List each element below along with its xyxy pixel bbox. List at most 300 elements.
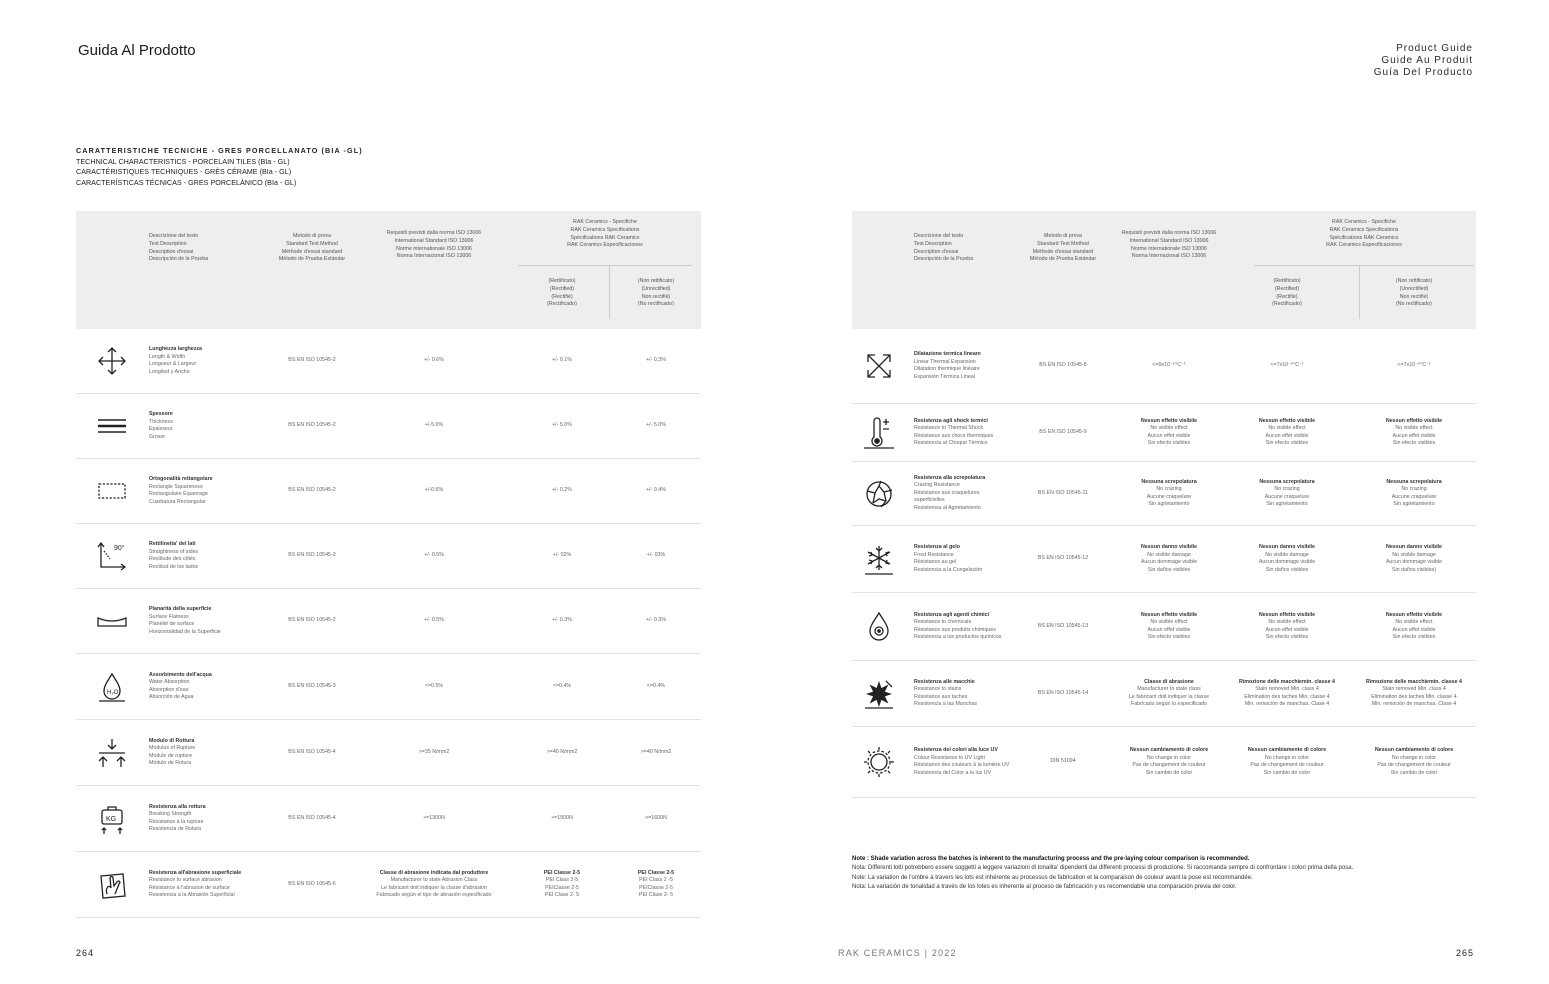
table-row bbox=[76, 720, 701, 786]
header-unrectified bbox=[610, 278, 702, 309]
row-rectified-value bbox=[1230, 678, 1344, 708]
description-line: Resistencia a la Abrasión Superficial bbox=[149, 892, 235, 899]
row-method: BS EN ISO 10545-2 bbox=[288, 617, 336, 624]
row-iso-value-line: Aucun dommage visible bbox=[1140, 559, 1198, 565]
description-title: Resistenza dei colori alla luce UV bbox=[914, 746, 998, 753]
description-line: Absorption d'eau bbox=[149, 686, 189, 693]
description-line: Breaking Strength bbox=[149, 810, 192, 817]
header-iso bbox=[1107, 230, 1231, 261]
row-method: BS EN ISO 10545-4 bbox=[288, 748, 336, 755]
row-method: BS EN ISO 10545-11 bbox=[1038, 489, 1088, 496]
row-description bbox=[149, 737, 279, 767]
header-rectified-line: (Rectifié) bbox=[1276, 293, 1298, 300]
description-line: Surface Flatness bbox=[149, 613, 189, 620]
row-method: BS EN ISO 10545-12 bbox=[1037, 555, 1089, 562]
header-rectified bbox=[516, 278, 608, 309]
row-unrectified-value bbox=[610, 749, 702, 757]
row-iso-value-title: Classe di abrasione indicata dal produttore bbox=[379, 869, 489, 876]
header-rak bbox=[516, 219, 694, 250]
dashed-rectangle-icon bbox=[95, 474, 129, 508]
spec-table-right bbox=[852, 211, 1476, 798]
row-rectified-value-title: Nessun effetto visibile bbox=[1258, 417, 1316, 424]
description-line: Modulus of Rupture bbox=[149, 744, 196, 751]
row-rectified-value bbox=[516, 487, 608, 495]
description-line: Expansión Térmica Lineal bbox=[914, 373, 975, 380]
description-line: Resistencia a la Congelación bbox=[914, 566, 983, 573]
row-iso-value-line: >=1300N bbox=[423, 814, 445, 821]
row-iso-value bbox=[1107, 417, 1231, 447]
row-unrectified-value-line: >=1600N bbox=[645, 814, 667, 821]
header-description-line: Test Description bbox=[914, 240, 952, 247]
arrows-four-way-icon bbox=[95, 344, 129, 378]
thermometer-icon bbox=[862, 416, 896, 450]
description-title: Resistenza alle macchie bbox=[914, 678, 975, 685]
row-unrectified-value bbox=[610, 815, 702, 823]
description-title: Spessore bbox=[149, 410, 173, 417]
heading-fr: CARACTÉRISTIQUES TECHNIQUES - GRÈS CÉRAME (BIa - GL) bbox=[76, 167, 292, 176]
row-iso-value bbox=[1107, 678, 1231, 708]
row-rectified-value-title: Nessun cambiamento di colore bbox=[1247, 746, 1327, 753]
table-row bbox=[852, 329, 1476, 404]
notes bbox=[852, 855, 1353, 893]
row-method: BS EN ISO 10545-2 bbox=[288, 487, 336, 494]
header-unrectified-line: Non rectifié) bbox=[1399, 293, 1429, 300]
row-unrectified-value-line: >=40 N/mm2 bbox=[640, 748, 672, 755]
row-iso-value bbox=[1107, 362, 1231, 370]
row-rectified-value bbox=[516, 749, 608, 757]
row-rectified-value-line: Pas de changement de couleur bbox=[1250, 762, 1324, 768]
row-iso-value-title: Nessun effetto visibile bbox=[1140, 611, 1198, 618]
description-line: Module de rupture bbox=[149, 752, 192, 759]
row-rectified-value-line: PEIClasse 2-5 bbox=[545, 884, 579, 891]
row-iso-value-title: Nessun danno visibile bbox=[1141, 543, 1197, 550]
header-unrectified bbox=[1352, 278, 1476, 309]
description-line: Linear Thermal Expansion bbox=[914, 358, 976, 365]
row-rectified-value-line: No visible effect bbox=[1268, 618, 1306, 625]
description-title: Resistenza agli agenti chimici bbox=[914, 611, 990, 618]
row-iso-value bbox=[374, 487, 494, 495]
row-unrectified-value-line: Sin efecto visibles bbox=[1392, 634, 1436, 641]
table-row bbox=[76, 589, 701, 654]
header-method-line: Método de Prueba Estándar bbox=[278, 256, 346, 263]
description-line: Résistance aux craquelures bbox=[914, 489, 980, 496]
row-rectified-value-line: Stain removed Min. class 4 bbox=[1255, 685, 1319, 692]
row-rectified-value-line: No visible effect bbox=[1268, 424, 1306, 431]
row-unrectified-value-line: <=0.4% bbox=[646, 682, 666, 689]
row-unrectified-value bbox=[1352, 747, 1476, 777]
description-line: Rectitude des côtés bbox=[149, 556, 196, 562]
description-title: Dilatazione termica lineare bbox=[914, 350, 981, 357]
header-description bbox=[149, 233, 208, 264]
header-method bbox=[272, 233, 352, 264]
description-line: Absorción de Agua bbox=[149, 694, 194, 701]
note-fr: Note: La variation de l'ombre à travers les lots est inhérente au processus de fabrication et la comparaison de couleur avant la pose est recommandée. bbox=[852, 874, 1253, 881]
row-unrectified-value-line: Aucune craquelure bbox=[1391, 493, 1437, 500]
row-unrectified-value bbox=[610, 683, 702, 691]
header-iso-line: Norma Internacional ISO 13006 bbox=[1131, 253, 1207, 260]
table-row bbox=[852, 661, 1476, 727]
description-line: Resistencia a las Manchas bbox=[914, 701, 978, 708]
header-rectified-line: (Rectificado) bbox=[547, 301, 577, 308]
row-unrectified-value bbox=[610, 617, 702, 625]
row-unrectified-value-line: Aucun effet visible bbox=[1392, 626, 1436, 633]
row-rectified-value-line: +/- 02% bbox=[552, 552, 572, 559]
description-line: Cuadratura Rectangular bbox=[149, 498, 206, 505]
heading-es: CARACTERÍSTICAS TÉCNICAS - GRES PORCELÁNICO (BIa - GL) bbox=[76, 177, 297, 187]
row-iso-value-line: +/- 0.5% bbox=[424, 552, 444, 559]
row-iso-value-line: No visible effect bbox=[1150, 424, 1188, 431]
header-method-line: Metodo di prova bbox=[1044, 233, 1082, 239]
table-row bbox=[852, 404, 1476, 462]
row-method: BS EN ISO 10545-6 bbox=[288, 880, 336, 887]
title-es: Guía Del Producto bbox=[1373, 67, 1473, 78]
row-iso-value-title: Classe di abrasione bbox=[1144, 678, 1194, 685]
row-unrectified-value-title: Nessuna screpolatura bbox=[1386, 478, 1442, 485]
header-unrectified-line: (Unrectified) bbox=[1399, 285, 1429, 292]
row-rectified-value-line: <=7x10⁻⁶°C⁻¹ bbox=[1270, 362, 1304, 369]
description-line: Résistance à la rupture bbox=[149, 818, 204, 825]
description-line: Rectitud de los lados bbox=[149, 563, 199, 570]
description-title: Modulo di Rottura bbox=[149, 737, 195, 744]
row-method: BS EN ISO 10545-4 bbox=[288, 814, 336, 821]
header-divider bbox=[518, 265, 692, 266]
row-unrectified-value-line: PEI Clase 2- 5 bbox=[638, 892, 674, 899]
header-iso-line: Requisiti previsti dalla norma ISO 13006 bbox=[1121, 230, 1217, 236]
row-unrectified-value bbox=[1352, 478, 1476, 508]
row-rectified-value bbox=[1230, 747, 1344, 777]
row-iso-value-line: Sin daños visibles bbox=[1147, 566, 1191, 573]
row-iso-value-line: Sin agrietamiento bbox=[1148, 501, 1190, 508]
row-rectified-value bbox=[516, 552, 608, 560]
row-rectified-value-title: PEI Classe 2-5 bbox=[543, 869, 581, 876]
row-iso-value-line: +/-0.6% bbox=[424, 487, 444, 494]
row-method: BS EN ISO 10545-13 bbox=[1037, 622, 1089, 629]
header-divider bbox=[1254, 265, 1474, 266]
table-row bbox=[76, 524, 701, 589]
header-rak-line: Spécifications RAK Ceramics bbox=[570, 234, 640, 241]
table-row bbox=[852, 593, 1476, 661]
row-iso-value bbox=[374, 749, 494, 757]
row-unrectified-value-line: No change in color bbox=[1391, 754, 1437, 761]
header-rectified-line: (Rettificato) bbox=[1273, 278, 1301, 284]
description-line: Resistencia a los productos químicos bbox=[914, 634, 1002, 641]
description-line: Resistencia del Color a la luz UV bbox=[914, 769, 992, 776]
header-description-line: Description d'essai bbox=[914, 248, 959, 255]
row-rectified-value-line: Aucun effet visible bbox=[1265, 626, 1309, 633]
row-iso-value bbox=[374, 815, 494, 823]
header-iso bbox=[374, 230, 494, 261]
row-iso-value-line: Fabricado según el tipo de abrasión especificado bbox=[376, 892, 492, 899]
row-iso-value bbox=[374, 869, 494, 899]
row-iso-value-line: Aucune craquelure bbox=[1146, 493, 1192, 500]
description-line: Résistance au gel bbox=[914, 559, 957, 565]
row-description bbox=[149, 541, 279, 571]
row-iso-value-line: +/-5.0% bbox=[424, 422, 444, 429]
description-line: Résistance des couleurs à la lumière UV bbox=[914, 762, 1010, 768]
table-row bbox=[76, 394, 701, 459]
row-rectified-value-line: Aucune craquelure bbox=[1264, 493, 1310, 500]
row-description bbox=[149, 606, 279, 636]
row-iso-value bbox=[1107, 544, 1231, 574]
row-rectified-value bbox=[1230, 362, 1344, 370]
row-unrectified-value bbox=[610, 422, 702, 430]
row-iso-value-line: Le fabricant doit indiquer la classe d'abrasion bbox=[381, 884, 487, 891]
row-iso-value-line: Fabricado según lo especificado bbox=[1131, 701, 1207, 708]
row-rectified-value-line: No crazing bbox=[1274, 485, 1300, 492]
row-rectified-value-line: Sin agrietamiento bbox=[1266, 501, 1308, 508]
table-row bbox=[76, 329, 701, 394]
row-rectified-value bbox=[1230, 417, 1344, 447]
description-line: Dilatation thermique linéaire bbox=[914, 366, 980, 372]
row-iso-value-line: Sin efecto visibles bbox=[1147, 440, 1191, 447]
row-rectified-value-line: Aucun dommage visible bbox=[1258, 559, 1316, 565]
header-description-line: Test Description bbox=[149, 240, 187, 247]
row-description bbox=[149, 346, 279, 376]
row-iso-value-line: Manufacturer to state Abrasion Class bbox=[390, 876, 478, 883]
pressure-arrows-icon bbox=[95, 736, 129, 770]
row-rectified-value-title: Rimozione delle macchiemin. classe 4 bbox=[1239, 678, 1335, 685]
svg-text:90°: 90° bbox=[114, 545, 125, 552]
row-rectified-value bbox=[516, 357, 608, 365]
row-rectified-value-line: +/- 5.0% bbox=[552, 422, 572, 429]
header-description-line: Descripción de la Prueba bbox=[149, 256, 209, 263]
header-iso-line: Requisiti previsti dalla norma ISO 13006 bbox=[386, 230, 482, 236]
row-rectified-value-line: >=40 N/mm2 bbox=[546, 748, 578, 755]
row-unrectified-value-line: No crazing bbox=[1401, 485, 1427, 492]
row-unrectified-value-line: Min. remoción de manchas. Clase 4 bbox=[1371, 701, 1457, 708]
row-description bbox=[149, 476, 279, 506]
row-method: BS EN ISO 10545-2 bbox=[288, 552, 336, 559]
row-method: BS EN ISO 10545-14 bbox=[1037, 689, 1089, 696]
table-row bbox=[852, 526, 1476, 593]
description-line: Résistance aux taches bbox=[914, 693, 968, 700]
row-rectified-value bbox=[516, 422, 608, 430]
description-line: Straightness of sides bbox=[149, 548, 199, 555]
row-unrectified-value bbox=[1352, 611, 1476, 641]
header-unrectified-line: (Non rettificato) bbox=[1395, 278, 1433, 284]
row-rectified-value bbox=[1230, 544, 1344, 574]
header-description-line: Descrizione del testo bbox=[149, 233, 199, 239]
description-line: Horizontalidad de la Superficie bbox=[149, 628, 221, 635]
table-row bbox=[76, 654, 701, 720]
header-unrectified-line: Non rectifié) bbox=[641, 293, 671, 300]
description-line: Epaisseur bbox=[149, 426, 173, 432]
row-unrectified-value bbox=[1352, 678, 1476, 708]
header-method-line: Standard Test Method bbox=[286, 240, 338, 247]
row-unrectified-value bbox=[610, 552, 702, 560]
row-iso-value bbox=[374, 617, 494, 625]
heading-it: CARATTERISTICHE TECNICHE - GRES PORCELLANATO (BIA -GL) bbox=[76, 146, 363, 155]
row-iso-value-line: +/- 0.5% bbox=[424, 617, 444, 624]
header-iso-line: Norme internationale ISO 13006 bbox=[1131, 245, 1207, 252]
expansion-arrows-icon bbox=[862, 349, 896, 383]
row-rectified-value-line: Sin efecto visibles bbox=[1265, 440, 1309, 447]
header-method-line: Méthode d'essai standard bbox=[281, 248, 343, 255]
row-unrectified-value-line: PEI Class 2 -5 bbox=[639, 876, 673, 883]
row-iso-value-line: <=9x10⁻⁶°C⁻¹ bbox=[1152, 362, 1186, 369]
row-rectified-value-line: No visible damage bbox=[1265, 551, 1309, 558]
description-line: Módulo de Rotura bbox=[149, 760, 192, 767]
surface-flatness-icon bbox=[95, 604, 129, 638]
row-description bbox=[149, 869, 279, 899]
header-unrectified-line: (No rectificado) bbox=[1396, 301, 1432, 308]
water-drop-icon bbox=[95, 670, 129, 704]
row-iso-value-line: Le fabricant doit indiquer la classe bbox=[1128, 693, 1210, 700]
row-iso-value-line: No visible effect bbox=[1150, 618, 1188, 625]
chemical-drop-icon bbox=[862, 610, 896, 644]
row-iso-value-title: Nessuna screpolatura bbox=[1141, 478, 1197, 485]
row-iso-value bbox=[1107, 611, 1231, 641]
header-unrectified-line: (No rectificado) bbox=[638, 301, 674, 308]
row-unrectified-value-line: Stain removed Min. class 4 bbox=[1382, 685, 1446, 692]
description-title: Lunghezza larghezza bbox=[149, 345, 202, 352]
row-unrectified-value-line: No visible effect bbox=[1395, 618, 1433, 625]
description-line: Résistance aux chocs thermiques bbox=[914, 432, 994, 439]
description-title: Resistenza alla rottura bbox=[149, 803, 206, 810]
description-line: Grosor bbox=[149, 433, 166, 440]
row-description bbox=[149, 671, 279, 701]
row-iso-value-line: Sin cambio de color bbox=[1145, 769, 1193, 776]
header-rectified-line: (Rettificato) bbox=[548, 278, 576, 284]
description-title: Resistenza al gelo bbox=[914, 543, 960, 550]
row-rectified-value-title: Nessuna screpolatura bbox=[1259, 478, 1315, 485]
description-line: Résistance aux produits chimiques bbox=[914, 626, 996, 633]
header-iso-line: Norme internationale ISO 13006 bbox=[396, 245, 472, 252]
row-rectified-value-line: PEI Class 2-5 bbox=[545, 876, 579, 883]
row-rectified-value-line: Elimination des taches Min. classe 4 bbox=[1244, 693, 1330, 700]
header-rak-line: RAK Ceramics Especificaciones bbox=[567, 242, 643, 249]
row-unrectified-value bbox=[1352, 362, 1476, 370]
row-rectified-value-title: Nessun effetto visibile bbox=[1258, 611, 1316, 618]
header-iso-line: International Standard ISO 13006 bbox=[394, 237, 474, 244]
row-iso-value bbox=[374, 357, 494, 365]
page-number-left: 264 bbox=[76, 948, 95, 958]
row-rectified-value bbox=[1230, 611, 1344, 641]
description-line: Longueur & Largeur bbox=[149, 361, 197, 367]
stain-splash-icon bbox=[862, 677, 896, 711]
header-rak bbox=[1252, 219, 1476, 250]
row-unrectified-value-title: Nessun danno visibile bbox=[1386, 543, 1442, 550]
sun-icon bbox=[862, 745, 896, 779]
row-rectified-value-line: Sin efecto visibles bbox=[1265, 634, 1309, 641]
description-title: Ortogonalità rettangolare bbox=[149, 475, 213, 482]
table-row bbox=[76, 786, 701, 852]
row-unrectified-value-line: +/- 5.0% bbox=[646, 422, 666, 429]
header-description bbox=[914, 233, 973, 264]
header-rak-line: RAK Ceramics Especificaciones bbox=[1326, 242, 1402, 249]
description-title: Resistenza agli shock termici bbox=[914, 417, 988, 424]
table-header bbox=[76, 211, 701, 329]
row-iso-value-line: >=35 N/mm2 bbox=[418, 748, 450, 755]
row-unrectified-value-title: PEI Classe 2-5 bbox=[637, 869, 675, 876]
description-line: Planéité de surface bbox=[149, 621, 195, 627]
description-title: Resistenza all'abrasione superficiale bbox=[149, 869, 242, 876]
header-rectified-line: (Rectifié) bbox=[551, 293, 573, 300]
row-unrectified-value-line: +/- 0.3% bbox=[646, 357, 666, 364]
row-unrectified-value bbox=[610, 487, 702, 495]
note-es: Nota: La variación de tonalidad a través de los lotes es inherente al proceso de fabricación y es recomendable una comparación previa del color. bbox=[852, 884, 1237, 891]
row-iso-value-title: Nessun effetto visibile bbox=[1140, 417, 1198, 424]
row-unrectified-value-line: +/- 0.3% bbox=[646, 617, 666, 624]
row-method: BS EN ISO 10545-2 bbox=[288, 357, 336, 364]
row-iso-value-line: No crazing bbox=[1156, 485, 1182, 492]
row-description bbox=[149, 803, 279, 833]
description-line: Length & Width bbox=[149, 353, 186, 360]
row-unrectified-value-line: Sin agrietamiento bbox=[1393, 501, 1435, 508]
description-line: Resistance to stains bbox=[914, 685, 962, 692]
row-unrectified-value-line: Sin efecto visibles bbox=[1392, 440, 1436, 447]
row-iso-value bbox=[374, 422, 494, 430]
row-rectified-value-line: +/- 0.1% bbox=[552, 357, 572, 364]
row-iso-value-line: <=0.5% bbox=[424, 682, 444, 689]
header-method-line: Método de Prueba Estándar bbox=[1029, 256, 1097, 263]
heading-en: TECHNICAL CHARACTERISTICS - PORCELAIN TILES (BIa - GL) bbox=[76, 156, 290, 166]
description-line: Water Absorption bbox=[149, 678, 190, 685]
header-description-line: Description d'essai bbox=[149, 248, 194, 255]
header-iso-line: International Standard ISO 13006 bbox=[1129, 237, 1209, 244]
header-rectified-line: (Rectificado) bbox=[1272, 301, 1302, 308]
row-rectified-value-line: Min. remoción de manchas. Clase 4 bbox=[1244, 701, 1330, 708]
row-rectified-value-line: Aucun effet visible bbox=[1265, 432, 1309, 439]
row-unrectified-value bbox=[610, 869, 702, 899]
table-row bbox=[852, 462, 1476, 526]
description-line: Frost Resistance bbox=[914, 551, 954, 558]
row-description bbox=[149, 411, 279, 441]
row-unrectified-value-title: Nessun cambiamento di colore bbox=[1374, 746, 1454, 753]
svg-text:KG: KG bbox=[106, 815, 117, 823]
row-unrectified-value-line: Sin cambio de color bbox=[1390, 769, 1438, 776]
row-method: BS EN ISO 10545-9 bbox=[1039, 428, 1087, 435]
description-line: Longitud y Ancho bbox=[149, 368, 190, 375]
page-title-left: Guida Al Prodotto bbox=[78, 42, 196, 59]
description-line: Thickness bbox=[149, 418, 173, 425]
row-rectified-value bbox=[1230, 478, 1344, 508]
description-line: Resistencia al Agrietamiento bbox=[914, 504, 981, 511]
description-line: Resistance to chemicals bbox=[914, 618, 972, 625]
description-line: Resistance to Thermal Shock bbox=[914, 424, 984, 431]
header-rak-line: Spécifications RAK Ceramics bbox=[1329, 234, 1399, 241]
description-line: Rectangulaire Équerrage bbox=[149, 491, 208, 497]
row-rectified-value-line: PEI Clase 2- 5 bbox=[544, 892, 580, 899]
row-rectified-value-line: No change in color bbox=[1264, 754, 1310, 761]
table-header bbox=[852, 211, 1476, 329]
row-iso-value-line: Manufacturer to state class bbox=[1137, 685, 1201, 692]
header-method-line: Standard Test Method bbox=[1037, 240, 1089, 247]
row-iso-value-line: Sin efecto visibles bbox=[1147, 634, 1191, 641]
description-title: Resistenza alla screpolatura bbox=[914, 474, 986, 481]
note-it: Nota: Differenti lotti potrebbero essere soggetti a leggere variazioni di tonalita' dipendenti dai differenti processi di produzione. Si raccomanda sempre di confrontare i colori prima della posa. bbox=[852, 865, 1354, 872]
thickness-lines-icon bbox=[95, 409, 129, 443]
row-rectified-value bbox=[516, 617, 608, 625]
row-rectified-value-line: >=1500N bbox=[551, 814, 573, 821]
row-unrectified-value-line: Aucun dommage visible bbox=[1385, 559, 1443, 565]
row-method: BS EN ISO 10545-2 bbox=[288, 422, 336, 429]
header-rak-line: RAK Ceramics - Specifiche bbox=[1332, 219, 1396, 225]
description-title: Planarità della superficie bbox=[149, 605, 212, 612]
row-method: BS EN ISO 10545-8 bbox=[1039, 362, 1087, 369]
description-line: Resistencia de Rotura bbox=[149, 826, 202, 833]
table-row bbox=[76, 459, 701, 524]
row-iso-value-line: Aucun effet visible bbox=[1147, 432, 1191, 439]
right-angle-icon bbox=[95, 539, 129, 573]
description-line: superficielles bbox=[914, 497, 945, 504]
row-iso-value-line: Pas de changement de couleur bbox=[1132, 762, 1206, 768]
header-rak-line: RAK Ceramics - Specifiche bbox=[573, 219, 637, 225]
row-iso-value-line: No visible damage bbox=[1147, 551, 1191, 558]
description-line: Crazing Resistance bbox=[914, 482, 960, 489]
row-iso-value-line: No change in color bbox=[1146, 754, 1192, 761]
row-rectified-value-line: +/- 0.2% bbox=[552, 487, 572, 494]
